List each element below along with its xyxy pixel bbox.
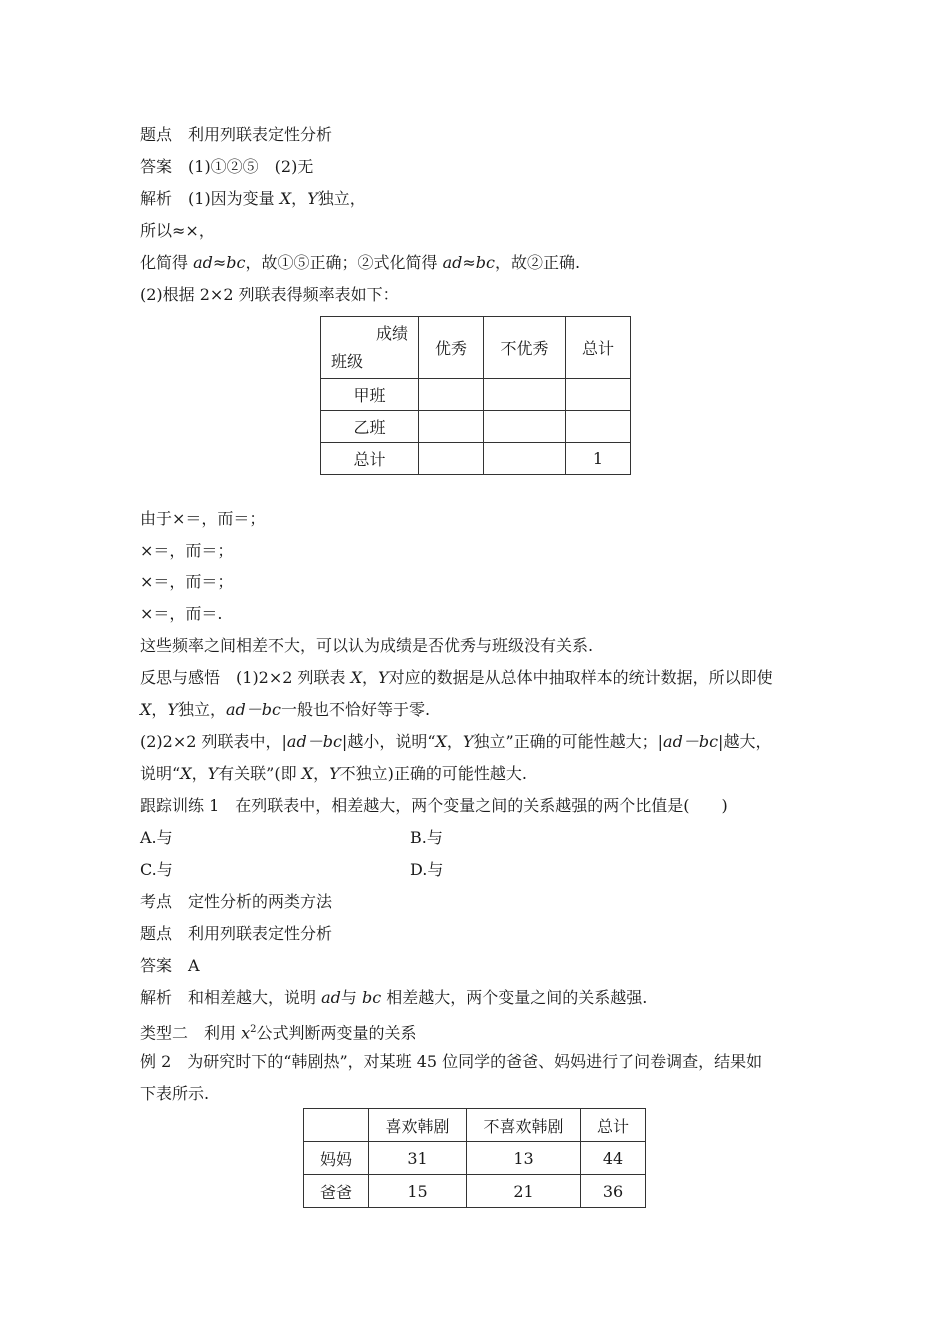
section-heading: 类型二 利用 $x^2$公式判断两变量的关系: [140, 1023, 417, 1043]
table-row: 爸爸 15 21 36: [304, 1175, 646, 1208]
reflection-line: 反思与感悟 (1)2×2 列联表 X，Y对应的数据是从总体中抽取样本的统计数据，所以即使: [140, 668, 773, 687]
text-line: 这些频率之间相差不大，可以认为成绩是否优秀与班级没有关系.: [140, 636, 594, 655]
answer-line: 答案 (1)①②⑤ (2)无: [140, 157, 314, 176]
exercise-title: 跟踪训练 1 在列联表中，相差越大，两个变量之间的关系越强的两个比值是( ): [140, 796, 728, 815]
text-line: 说明“X，Y有关联”(即 X，Y不独立)正确的可能性越大.: [140, 764, 527, 783]
analysis-line: 解析 和相差越大，说明 ad与 bc 相差越大，两个变量之间的关系越强.: [140, 988, 648, 1007]
text-line: 化简得 ad≈bc，故①⑤正确；②式化简得 ad≈bc，故②正确.: [140, 253, 581, 272]
option-a: A.与: [140, 828, 173, 847]
text-line: (2)2×2 列联表中，|ad－bc|越小，说明“X，Y独立”正确的可能性越大；|ad－bc|越大，: [140, 732, 772, 751]
table-header: 喜欢韩剧: [369, 1109, 467, 1142]
analysis-line: 解析 (1)因为变量 X，Y独立，: [140, 189, 366, 208]
table-row: 总计 1: [321, 443, 631, 475]
option-c: C.与: [140, 860, 173, 879]
text-line: 由于×＝，而＝；: [140, 509, 266, 528]
table-header: 不优秀: [484, 317, 566, 379]
tidian-line: 题点 利用列联表定性分析: [140, 924, 333, 943]
table-header: 不喜欢韩剧: [467, 1109, 581, 1142]
text-line: 所以≈×，: [140, 221, 215, 240]
table-row: 乙班: [321, 411, 631, 443]
example-line: 例 2 为研究时下的“韩剧热”，对某班 45 位同学的爸爸、妈妈进行了问卷调查，结果如: [140, 1052, 763, 1071]
table-header: 总计: [566, 317, 631, 379]
option-d: D.与: [410, 860, 444, 879]
text-line: ×＝，而＝；: [140, 541, 234, 560]
table-corner-cell: 成绩 班级: [321, 317, 419, 379]
answer-line: 答案 A: [140, 956, 200, 975]
example-line: 下表所示.: [140, 1084, 210, 1103]
text-line: (2)根据 2×2 列联表得频率表如下：: [140, 285, 399, 304]
survey-table: [303, 1108, 646, 1208]
kaodian-line: 考点 定性分析的两类方法: [140, 892, 333, 911]
text-line: X，Y独立，ad－bc一般也不恰好等于零.: [140, 700, 431, 719]
frequency-table: [320, 316, 631, 475]
table-header: 优秀: [419, 317, 484, 379]
option-b: B.与: [410, 828, 443, 847]
table-header: 总计: [581, 1109, 646, 1142]
tidian-line: 题点 利用列联表定性分析: [140, 125, 333, 144]
table-row: 妈妈 31 13 44: [304, 1142, 646, 1175]
table-row: 甲班: [321, 379, 631, 411]
text-line: ×＝，而＝.: [140, 604, 223, 623]
text-line: ×＝，而＝；: [140, 572, 234, 591]
